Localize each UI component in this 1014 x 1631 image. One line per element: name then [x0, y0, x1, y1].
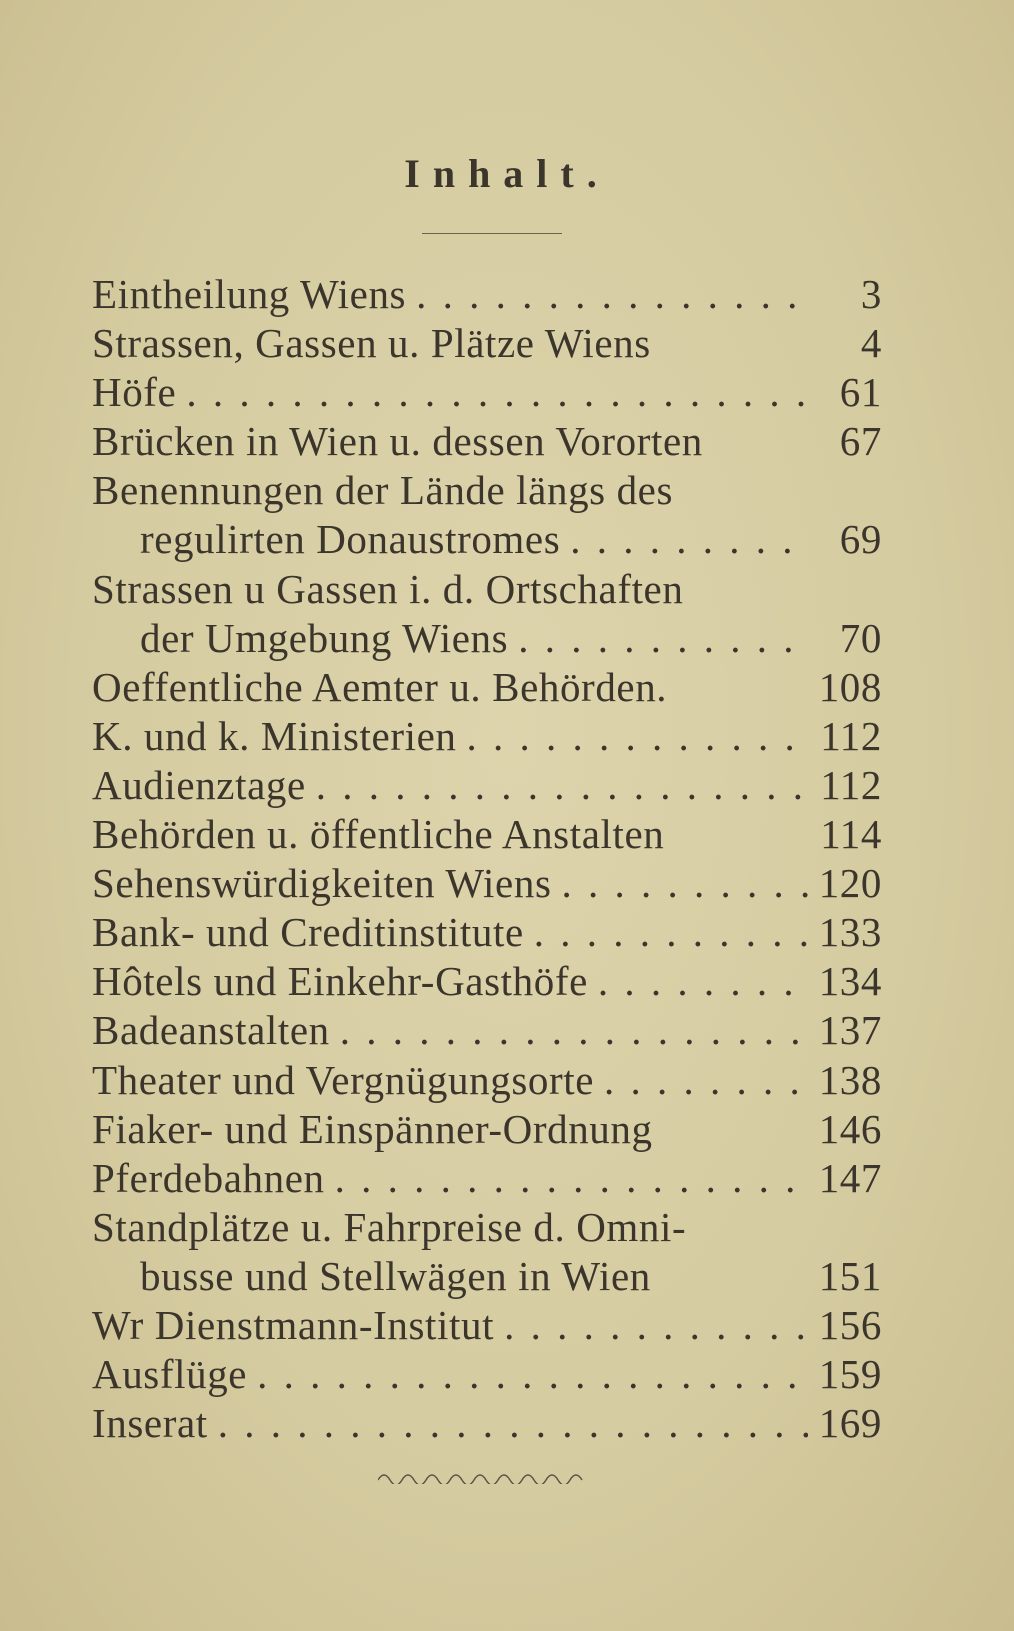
toc-entry — [92, 859, 882, 908]
toc-page-number: 69 — [839, 516, 882, 563]
toc-entry-title: Sehenswürdigkeiten Wiens — [92, 860, 552, 907]
dot-leader — [257, 1350, 808, 1399]
toc-entry — [92, 417, 882, 466]
toc-entry — [92, 515, 882, 564]
toc-entry — [92, 908, 882, 957]
toc-entry-title: Pferdebahnen — [92, 1154, 325, 1201]
toc-entry-title: Brücken in Wien u. dessen Vororten — [92, 418, 703, 465]
toc-page-number: 4 — [860, 320, 882, 367]
dot-leader — [316, 761, 808, 810]
toc-page-number: 169 — [818, 1400, 882, 1447]
toc-entry — [92, 810, 882, 859]
dot-leader — [562, 859, 809, 908]
toc-page-number: 156 — [818, 1301, 882, 1348]
toc-page-number: 112 — [820, 761, 882, 808]
toc-page-number: 151 — [818, 1252, 882, 1299]
toc-entry — [92, 614, 882, 663]
toc-entry — [92, 1203, 882, 1252]
toc-entry — [92, 712, 882, 761]
toc-page-number: 146 — [818, 1105, 882, 1152]
dot-leader — [504, 1301, 808, 1350]
toc-entry-title: Eintheilung Wiens — [92, 271, 407, 317]
toc-page-number: 70 — [839, 614, 882, 661]
toc-entry-title: Theater und Vergnügungsorte — [92, 1056, 595, 1103]
toc-page-number: 3 — [860, 271, 882, 317]
wavy-ornament — [378, 1470, 588, 1484]
toc-page-number: 147 — [818, 1154, 882, 1201]
toc-page-number: 138 — [818, 1056, 882, 1103]
toc-entry — [92, 1301, 882, 1350]
toc-entry-title: Strassen, Gassen u. Plätze Wiens — [92, 320, 651, 367]
toc-entry-title: Ausflüge — [92, 1351, 248, 1398]
toc-entry-title: Benennungen der Lände längs des — [92, 467, 674, 514]
toc-entry — [92, 1252, 882, 1301]
dot-leader — [534, 908, 808, 957]
toc-page-number: 67 — [839, 418, 882, 465]
toc-entry — [92, 319, 882, 368]
dot-leader — [598, 957, 808, 1006]
toc-entry-title: Hôtels und Einkehr-Gasthöfe — [92, 958, 588, 1005]
toc-entry — [92, 466, 882, 515]
toc-entry — [92, 565, 882, 614]
title-divider — [422, 233, 562, 234]
toc-entry-title: busse und Stellwägen in Wien — [140, 1252, 651, 1299]
toc-entry — [92, 1105, 882, 1154]
toc-entry-title: Bank- und Creditinstitute — [92, 909, 524, 956]
dot-leader — [604, 1056, 808, 1105]
toc-entry-title: Strassen u Gassen i. d. Ortschaften — [92, 565, 684, 612]
toc-entry — [92, 1399, 882, 1448]
toc-page-number: 61 — [839, 369, 882, 416]
dot-leader — [570, 515, 808, 564]
toc-entry-title: Standplätze u. Fahrpreise d. Omni- — [92, 1203, 687, 1250]
toc-entry-title: regulirten Donaustromes — [140, 516, 561, 563]
toc-entry — [92, 270, 882, 319]
toc-page-number: 120 — [818, 860, 882, 907]
toc-entry — [92, 761, 882, 810]
dot-leader — [218, 1399, 808, 1448]
toc-entry — [92, 368, 882, 417]
toc-entry — [92, 1056, 882, 1105]
toc-entry-title: Wr Dienstmann-Institut — [92, 1301, 495, 1348]
toc-entry-title: K. und k. Ministerien — [92, 712, 457, 759]
toc-page-number: 134 — [818, 958, 882, 1005]
dot-leader — [518, 614, 808, 663]
toc-entry — [92, 1350, 882, 1399]
page-title: Inhalt. — [404, 151, 610, 196]
toc-entry-title: Inserat — [92, 1400, 208, 1447]
dot-leader — [466, 712, 808, 761]
toc-entry — [92, 1154, 882, 1203]
table-of-contents — [92, 270, 882, 1448]
dot-leader — [186, 368, 808, 417]
toc-page-number: 112 — [820, 712, 882, 759]
toc-entry-title: Höfe — [92, 369, 177, 416]
toc-entry-title: Audienztage — [92, 761, 306, 808]
toc-page-number: 133 — [818, 909, 882, 956]
dot-leader — [416, 270, 808, 319]
dot-leader — [335, 1154, 808, 1203]
toc-page-number: 137 — [818, 1007, 882, 1054]
toc-entry-title: Oeffentliche Aemter u. Behörden. — [92, 663, 668, 710]
toc-page-number: 159 — [818, 1351, 882, 1398]
toc-entry-title: Badeanstalten — [92, 1007, 330, 1054]
toc-entry — [92, 1006, 882, 1055]
toc-page-number: 108 — [818, 663, 882, 710]
toc-entry — [92, 663, 882, 712]
toc-entry — [92, 957, 882, 1006]
dot-leader — [340, 1006, 808, 1055]
toc-entry-title: Fiaker- und Einspänner-Ordnung — [92, 1105, 653, 1152]
toc-entry-title: Behörden u. öffentliche Anstalten — [92, 811, 665, 858]
toc-entry-title: der Umgebung Wiens — [140, 614, 509, 661]
toc-page-number: 114 — [820, 811, 882, 858]
